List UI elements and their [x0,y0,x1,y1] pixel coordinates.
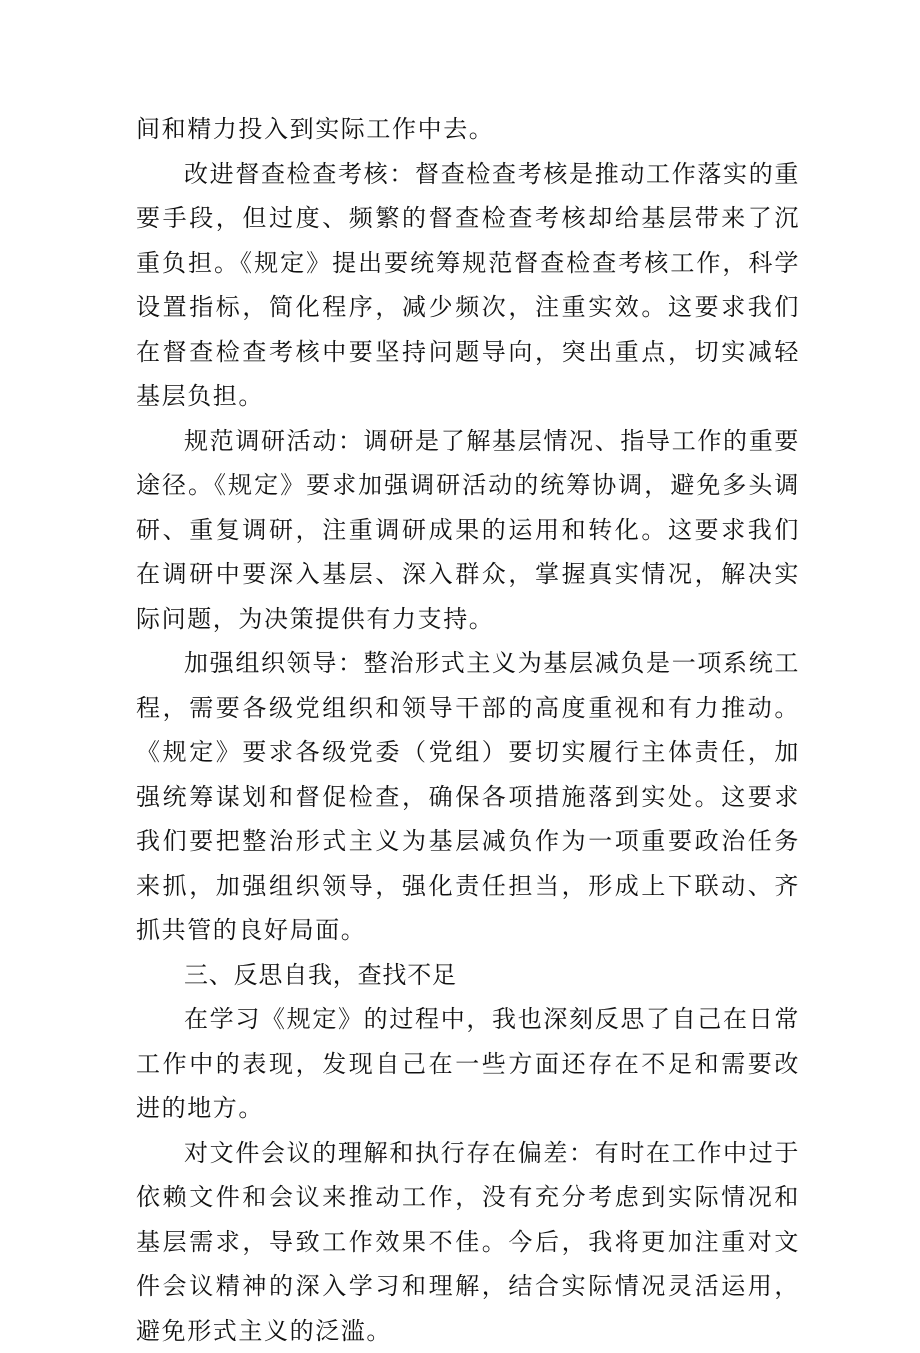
section-heading: 三、反思自我，查找不足 [136,953,800,998]
paragraph-self-reflection: 在学习《规定》的过程中，我也深刻反思了自己在日常工作中的表现，发现自己在一些方面还存在不足和需要改进的地方。 [136,997,800,1131]
paragraph-continuation: 间和精力投入到实际工作中去。 [136,107,800,152]
paragraph-inspection-reform: 改进督查检查考核：督查检查考核是推动工作落实的重要手段，但过度、频繁的督查检查考核却给基层带来了沉重负担。《规定》提出要统筹规范督查检查考核工作，科学设置指标，简化程序，减少频次，注重实效。这要求我们在督查检查考核中要坚持问题导向，突出重点，切实减轻基层负担。 [136,152,800,419]
paragraph-document-meeting-deviation: 对文件会议的理解和执行存在偏差：有时在工作中过于依赖文件和会议来推动工作，没有充分考虑到实际情况和基层需求，导致工作效果不佳。今后，我将更加注重对文件会议精神的深入学习和理解，结合实际情况灵活运用，避免形式主义的泛滥。 [136,1131,800,1353]
paragraph-research-standardization: 规范调研活动：调研是了解基层情况、指导工作的重要途径。《规定》要求加强调研活动的统筹协调，避免多头调研、重复调研，注重调研成果的运用和转化。这要求我们在调研中要深入基层、深入群众，掌握真实情况，解决实际问题，为决策提供有力支持。 [136,419,800,642]
paragraph-organizational-leadership: 加强组织领导：整治形式主义为基层减负是一项系统工程，需要各级党组织和领导干部的高度重视和有力推动。《规定》要求各级党委（党组）要切实履行主体责任，加强统筹谋划和督促检查，确保各项措施落到实处。这要求我们要把整治形式主义为基层减负作为一项重要政治任务来抓，加强组织领导，强化责任担当，形成上下联动、齐抓共管的良好局面。 [136,641,800,953]
document-page [136,107,800,1353]
